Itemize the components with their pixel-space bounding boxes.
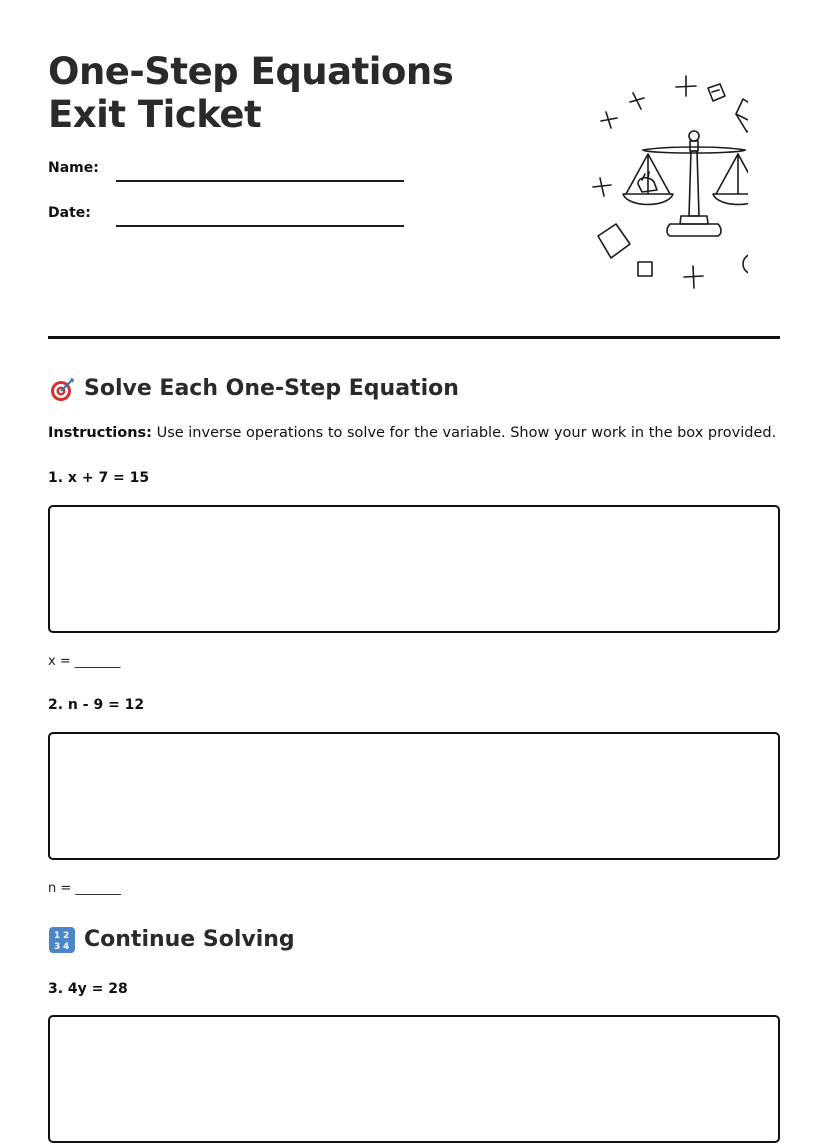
section-heading-text: Solve Each One-Step Equation [84, 376, 459, 401]
date-label: Date: [48, 205, 91, 221]
work-box-3[interactable] [48, 1015, 780, 1143]
page-title: One-Step Equations Exit Ticket [48, 50, 454, 136]
worksheet-page [48, 0, 780, 1118]
tag-icon [708, 84, 725, 101]
svg-text:3: 3 [54, 942, 61, 952]
problem-1: 1. x + 7 = 15 [48, 470, 150, 486]
section-heading-text: Continue Solving [84, 927, 295, 952]
answer-line-2[interactable]: n = _______ [48, 881, 121, 896]
name-write-line [116, 180, 404, 182]
problem-3: 3. 4y = 28 [48, 981, 128, 997]
header-divider [48, 336, 780, 339]
square-icon [638, 262, 652, 276]
plus-icon [601, 112, 617, 128]
balance-scale-illustration [538, 66, 748, 296]
circle-icon [743, 254, 748, 274]
instructions [48, 425, 776, 441]
plus-icon [630, 93, 644, 109]
scale-stand [643, 131, 745, 236]
date-write-line [116, 225, 404, 227]
work-box-2[interactable] [48, 732, 780, 860]
problem-2: 2. n - 9 = 12 [48, 697, 145, 713]
svg-text:2: 2 [63, 931, 70, 941]
name-field [48, 160, 408, 190]
answer-line-1[interactable]: x = _______ [48, 654, 121, 669]
section-heading-continue [48, 925, 295, 955]
section-heading-solve [48, 374, 459, 404]
svg-text:1: 1 [54, 931, 61, 941]
plus-icon [676, 76, 696, 96]
diamond-icon [736, 99, 748, 132]
work-box-1[interactable] [48, 505, 780, 633]
instructions-lead: Instructions: [48, 425, 152, 441]
name-label: Name: [48, 160, 99, 176]
target-icon [48, 375, 76, 403]
numbers-icon [48, 926, 76, 954]
right-pan [713, 154, 748, 205]
plus-icon [593, 178, 611, 196]
diamond-icon [598, 224, 630, 258]
balance-scale-icon [538, 66, 748, 296]
instructions-text: Use inverse operations to solve for the variable. Show your work in the box provided. [151, 425, 777, 441]
left-pan [623, 154, 673, 205]
date-field [48, 205, 408, 235]
plus-icon [684, 266, 703, 288]
svg-text:4: 4 [63, 942, 70, 952]
